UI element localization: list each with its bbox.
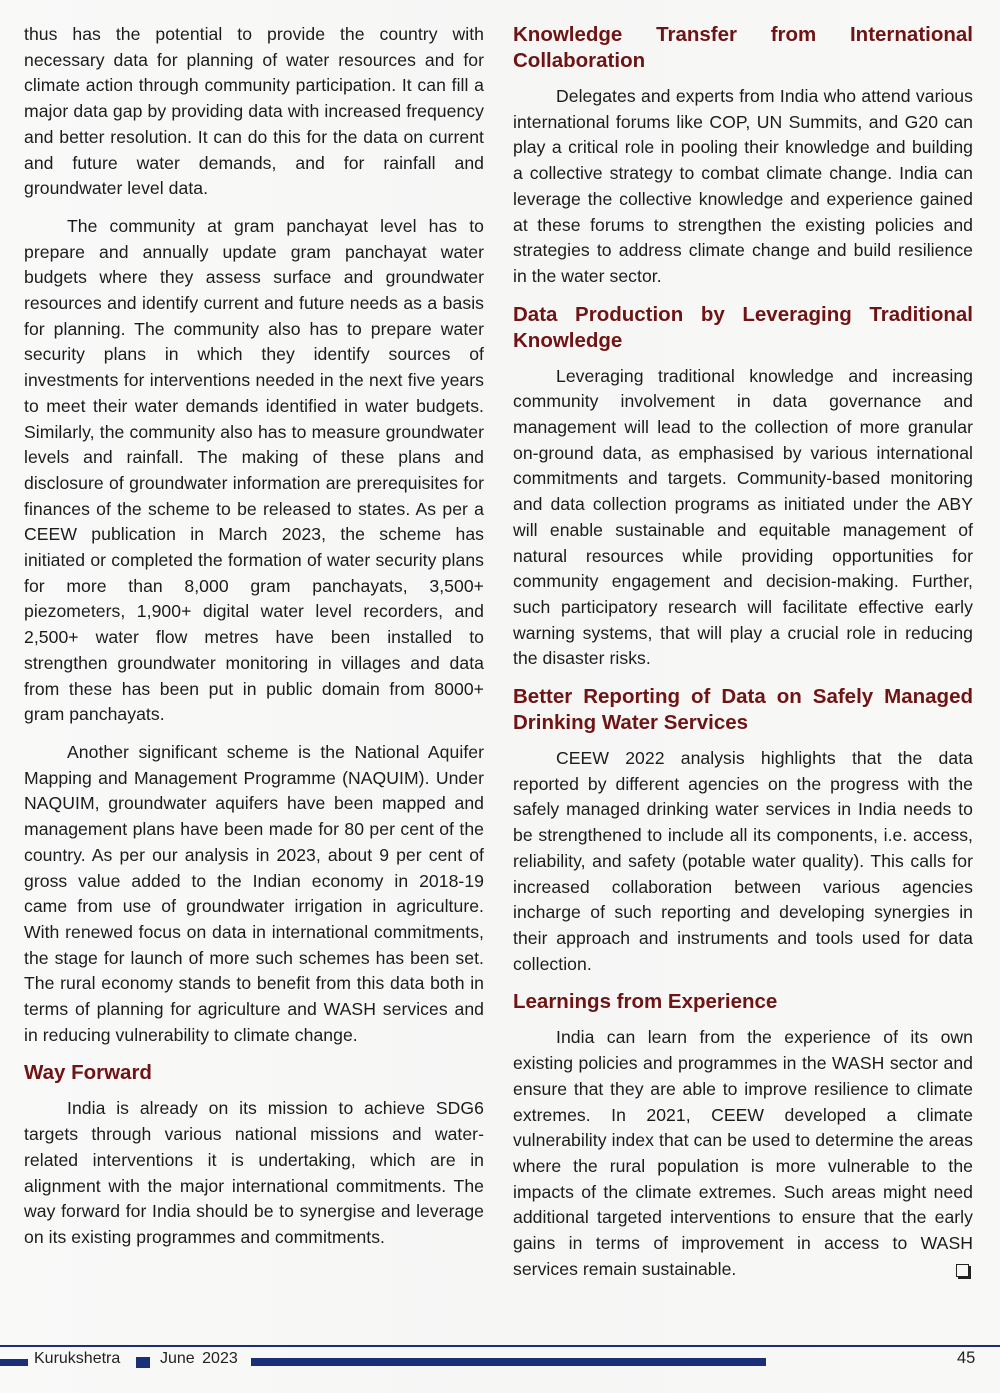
- paragraph-way-forward: India is already on its mission to achieve SDG6 targets through various national missions and water-related interventions it is undertaking, which are in alignment with the major international commitments. The way forward for India should be to synergise and leverage on its existing programmes and commitments.: [24, 1098, 484, 1247]
- heading-better-reporting: Better Reporting of Data on Safely Managed Drinking Water Services: [513, 685, 973, 735]
- paragraph-naquim: Another significant scheme is the National Aquifer Mapping and Management Programme (NAQUIM). Under NAQUIM, groundwater aquifers have been mapped and management plans have been made for 80 per cent of the country. As per our analysis in 2023, about 9 per cent of gross value added to the Indian economy in 2018-19 came from use of groundwater irrigation in agriculture. With renewed focus on data in international commitments, the stage for launch of more such schemes has been set. The rural economy stands to benefit from this data both in terms of planning for agriculture and WASH services and in reducing vulnerability to climate change.: [24, 741, 484, 1045]
- page-footer: [0, 1350, 1000, 1372]
- paragraph-learnings-text: India can learn from the experience of its own existing policies and programmes in the WASH sector and ensure that they are able to improve resilience to climate extremes. In 2021, CEEW developed a climate vulnerability index that can be used to determine the areas where the rural population is more vulnerable to the impacts of the climate extremes. Such areas might need additional targeted interventions to ensure that the early gains in terms of improvement in access to WASH services remain sustainable.: [513, 1027, 973, 1279]
- heading-knowledge-transfer: Knowledge Transfer from International Collaboration: [513, 23, 973, 72]
- heading-way-forward: Way Forward: [24, 1061, 152, 1085]
- paragraph-better-reporting: CEEW 2022 analysis highlights that the data reported by different agencies on the progress with the safely managed drinking water services in India needs to be strengthened to include all its components, i.e. access, reliability, and safety (potable water quality). This calls for increased collaboration between various agencies incharge of such reporting and developing synergies in their approach and instruments and tools used for data collection.: [513, 748, 973, 974]
- heading-data-production: Data Production by Leveraging Traditional Knowledge: [513, 302, 973, 352]
- paragraph-gram-panchayat: The community at gram panchayat level has to prepare and annually update gram panchayat water budgets where they assess surface and groundwater resources and identify current and future needs as a basis for planning. The community also has to prepare water security plans in which they identify sources of investments for interventions needed in the next five years to meet their water demands identified in water budgets. Similarly, the community also has to measure groundwater levels and rainfall. The making of these plans and disclosure of groundwater information are prerequisites for finances of the scheme to be released to states. As per a CEEW publication in March 2023, the scheme has initiated or completed the formation of water security plans for more than 8,000 gram panchayats, 3,500+ piezometers, 1,900+ digital water level recorders, and 2,500+ water flow metres have been installed to strengthen groundwater monitoring in villages and data from these has been put in public domain from 8000+ gram panchayats.: [24, 215, 484, 725]
- footer-bar-right: [251, 1358, 766, 1366]
- footer-rule: [0, 1345, 1000, 1347]
- heading-learnings: Learnings from Experience: [513, 990, 778, 1014]
- paragraph-learnings: [513, 1025, 973, 1282]
- paragraph-knowledge-transfer: Delegates and experts from India who attend various international forums like COP, UN Summits, and G20 can play a critical role in pooling their knowledge and building a collective strategy to combat climate change. India can leverage the collective knowledge and experience gained at these forums to strengthen the existing policies and strategies to address climate change and build resilience in the water sector.: [513, 86, 973, 286]
- end-of-article-square-icon: [956, 1264, 969, 1277]
- paragraph-data-production: Leveraging traditional knowledge and increasing community involvement in data governance and management will lead to the collection of more granular on-ground data, as emphasised by various international commitments and targets. Community-based monitoring and data collection programs as initiated under the ABY will enable sustainable and equitable management of natural resources while providing opportunities for community engagement and decision-making. Further, such participatory research will facilitate effective early warning systems, that will play a crucial role in reducing the disaster risks.: [513, 365, 973, 669]
- page-number: 45: [957, 1349, 976, 1367]
- issue-date: June 2023: [160, 1350, 238, 1367]
- footer-square-icon: [136, 1357, 150, 1368]
- magazine-name: Kurukshetra: [34, 1350, 121, 1367]
- left-column: [24, 22, 484, 1263]
- paragraph-continuation: thus has the potential to provide the country with necessary data for planning of water resources and for climate action through community participation. It can fill a major data gap by providing data with increased frequency and better resolution. It can do this for the data on current and future water demands, and for rainfall and groundwater level data.: [24, 24, 484, 199]
- footer-bar-left: [0, 1359, 28, 1366]
- right-column: [513, 22, 973, 1294]
